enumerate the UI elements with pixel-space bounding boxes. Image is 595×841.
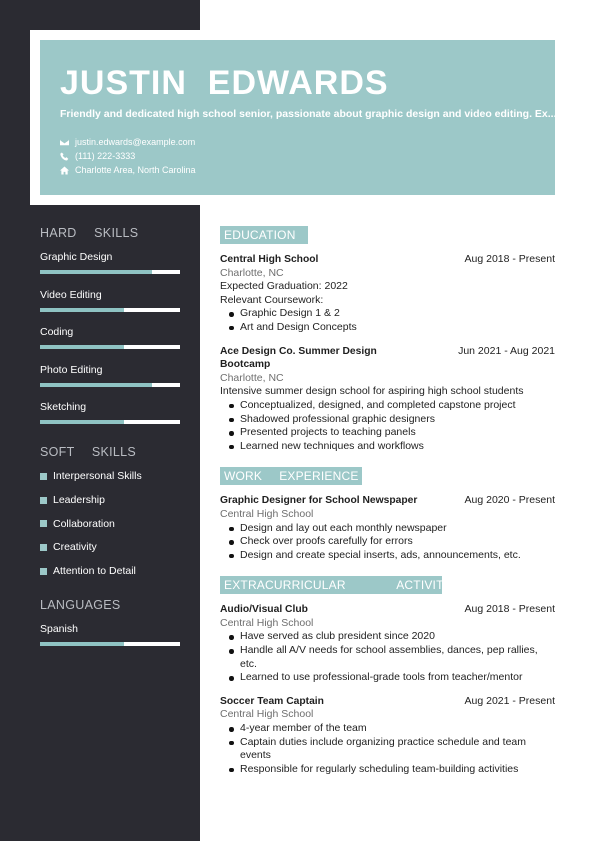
- education-entry: [220, 253, 555, 335]
- soft-skill-item: [40, 465, 180, 489]
- soft-skill-label: Attention to Detail: [53, 565, 136, 578]
- hard-skills-list: [40, 251, 180, 439]
- contact-phone[interactable]: [60, 149, 196, 163]
- bullet-item: Captain duties include organizing practice schedule and team events: [240, 736, 555, 763]
- skill-bar-fill: [40, 420, 124, 424]
- entry-detail: Relevant Coursework:: [220, 293, 324, 306]
- square-bullet-icon: [40, 497, 47, 504]
- work-entry: [220, 494, 555, 562]
- education-heading: EDUCATION: [220, 226, 308, 244]
- soft-skill-item: [40, 488, 180, 512]
- email-text: justin.edwards@example.com: [75, 137, 196, 147]
- entry-date: Jun 2021 - Aug 2021: [458, 344, 555, 357]
- entry-location: Charlotte, NC: [220, 371, 284, 384]
- bullet-item: Conceptualized, designed, and completed capstone project: [240, 399, 555, 413]
- entry-title: Audio/Visual Club: [220, 604, 308, 616]
- soft-skills-list: [40, 465, 180, 583]
- skill-bar: [40, 345, 180, 349]
- work-experience-heading: WORK EXPERIENCE: [220, 467, 362, 485]
- entry-title: Central High School: [220, 254, 319, 265]
- skill-bar: [40, 308, 180, 312]
- bullet-item: Presented projects to teaching panels: [240, 426, 555, 440]
- skill-item: [40, 364, 180, 402]
- soft-skill-item: [40, 559, 180, 583]
- skill-bar-fill: [40, 270, 152, 274]
- entry-location: Central High School: [220, 616, 314, 629]
- languages-heading: LANGUAGES: [40, 597, 121, 612]
- skill-name: Photo Editing: [40, 363, 103, 376]
- resume-header: [40, 40, 555, 195]
- square-bullet-icon: [40, 520, 47, 527]
- bullet-list: [220, 307, 555, 334]
- language-name: Spanish: [40, 622, 78, 635]
- skill-name: Sketching: [40, 401, 87, 413]
- soft-skill-label: Collaboration: [53, 517, 115, 530]
- skill-name: Graphic Design: [40, 251, 113, 263]
- square-bullet-icon: [40, 473, 47, 480]
- entry-date: Aug 2018 - Present: [464, 603, 555, 616]
- language-bar: [40, 642, 180, 646]
- bullet-item: Design and lay out each monthly newspaper: [240, 522, 555, 536]
- bullet-list: [220, 630, 555, 684]
- bullet-item: Handle all A/V needs for school assemblies, dances, pep rallies, etc.: [240, 644, 555, 671]
- skill-bar: [40, 270, 180, 274]
- skill-item: [40, 289, 180, 327]
- contact-location: [60, 163, 196, 177]
- activity-entry: [220, 695, 555, 777]
- entry-location: Central High School: [220, 507, 314, 520]
- soft-skill-item: [40, 536, 180, 560]
- bullet-item: Check over proofs carefully for errors: [240, 535, 555, 549]
- square-bullet-icon: [40, 544, 47, 551]
- contact-email[interactable]: [60, 135, 196, 149]
- skill-bar-fill: [40, 383, 152, 387]
- bullet-item: Design and create special inserts, ads, announcements, etc.: [240, 549, 555, 563]
- skill-bar-fill: [40, 308, 124, 312]
- skill-bar: [40, 383, 180, 387]
- soft-skill-label: Creativity: [53, 541, 97, 554]
- skill-name: Coding: [40, 326, 74, 338]
- hard-skills-heading: HARD SKILLS: [40, 226, 139, 240]
- home-icon: [60, 166, 69, 175]
- soft-skill-item: [40, 512, 180, 536]
- entry-title: Graphic Designer for School Newspaper: [220, 495, 418, 507]
- entry-date: Aug 2018 - Present: [464, 253, 555, 265]
- bullet-item: Art and Design Concepts: [240, 321, 555, 335]
- entry-date: Aug 2020 - Present: [464, 494, 555, 507]
- entry-location: Charlotte, NC: [220, 266, 284, 279]
- entry-detail: Intensive summer design school for aspiring high school students: [220, 385, 524, 398]
- language-item: [40, 623, 180, 661]
- summary-tagline: Friendly and dedicated high school senior, passionate about graphic design and video editing. Ex...: [60, 108, 557, 120]
- skill-item: [40, 326, 180, 364]
- soft-skill-label: Interpersonal Skills: [53, 470, 142, 483]
- bullet-item: 4-year member of the team: [240, 722, 555, 736]
- location-text: Charlotte Area, North Carolina: [75, 165, 196, 175]
- bullet-item: Responsible for regularly scheduling team-building activities: [240, 763, 555, 777]
- sidebar-content: [40, 226, 180, 660]
- envelope-icon: [60, 138, 69, 147]
- main-content: [220, 226, 555, 776]
- contact-list: [60, 135, 196, 177]
- bullet-item: Learned new techniques and workflows: [240, 440, 555, 454]
- entry-detail: Expected Graduation: 2022: [220, 280, 348, 293]
- bullet-list: [220, 722, 555, 776]
- bullet-item: Have served as club president since 2020: [240, 630, 555, 644]
- phone-icon: [60, 152, 69, 161]
- extracurricular-heading: EXTRACURRICULAR ACTIVITIES: [220, 576, 442, 594]
- entry-date: Aug 2021 - Present: [464, 694, 555, 707]
- bullet-list: [220, 522, 555, 563]
- language-bar-fill: [40, 642, 124, 646]
- skill-bar: [40, 420, 180, 424]
- bullet-list: [220, 399, 555, 453]
- entry-title: Ace Design Co. Summer Design Bootcamp: [220, 345, 377, 371]
- skill-name: Video Editing: [40, 288, 102, 301]
- soft-skill-label: Leadership: [53, 494, 105, 507]
- bullet-item: Shadowed professional graphic designers: [240, 413, 555, 427]
- entry-location: Central High School: [220, 708, 314, 721]
- skill-bar-fill: [40, 345, 124, 349]
- education-entry: [220, 345, 555, 454]
- activity-entry: [220, 603, 555, 685]
- skill-item: [40, 251, 180, 289]
- phone-text: (111) 222-3333: [75, 151, 136, 161]
- square-bullet-icon: [40, 568, 47, 575]
- bullet-item: Learned to use professional-grade tools from teacher/mentor: [240, 671, 555, 685]
- candidate-name: JUSTIN EDWARDS: [60, 64, 389, 102]
- bullet-item: Graphic Design 1 & 2: [240, 307, 555, 321]
- entry-title: Soccer Team Captain: [220, 695, 324, 707]
- skill-item: [40, 401, 180, 439]
- soft-skills-heading: SOFT SKILLS: [40, 444, 137, 459]
